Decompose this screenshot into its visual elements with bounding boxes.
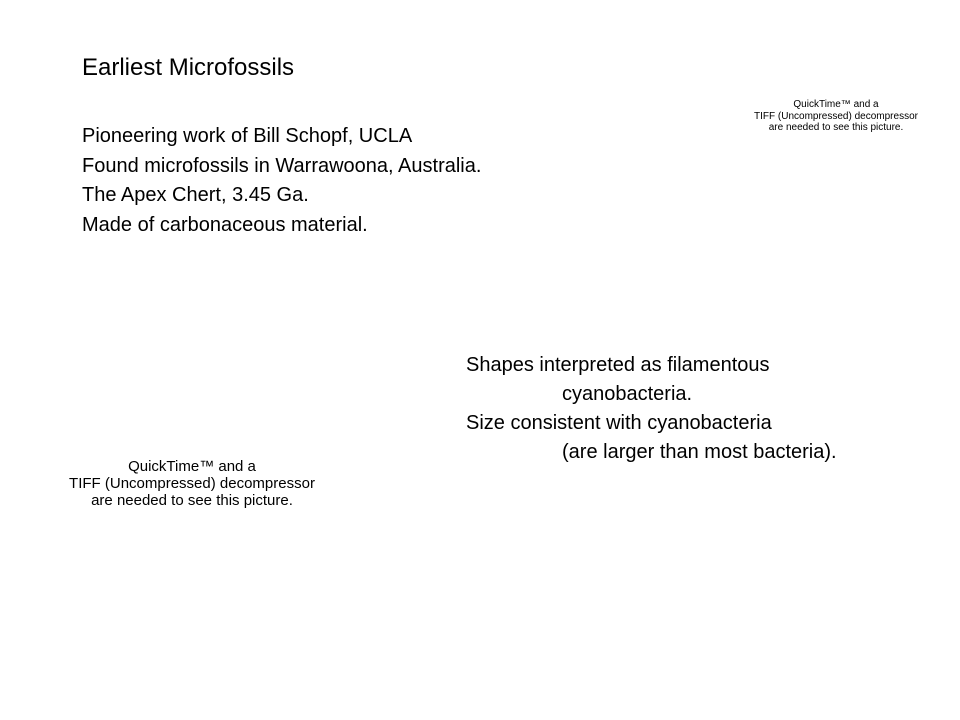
intro-line-warrawoona: Found microfossils in Warrawoona, Australia. (82, 154, 482, 177)
notes-text-block (466, 351, 837, 467)
note-line-size: Size consistent with cyanobacteria (466, 412, 772, 434)
note-line-cyanobacteria: cyanobacteria. (562, 383, 693, 405)
image-placeholder-bottom-left (52, 458, 332, 509)
placeholder-top-line-3: are needed to see this picture. (768, 122, 904, 133)
placeholder-left-line-2: TIFF (Uncompressed) decompressor (69, 475, 315, 492)
note-line-larger: (are larger than most bacteria). (562, 441, 837, 463)
slide-title: Earliest Microfossils (82, 54, 295, 81)
placeholder-left-line-3: are needed to see this picture. (91, 492, 293, 509)
placeholder-top-line-2: TIFF (Uncompressed) decompressor (754, 110, 918, 122)
intro-line-schopf: Pioneering work of Bill Schopf, UCLA (82, 125, 413, 147)
intro-text-block (82, 122, 481, 240)
image-placeholder-top-right (746, 99, 926, 134)
intro-line-carbonaceous: Made of carbonaceous material. (82, 213, 368, 236)
placeholder-top-line-1: QuickTime™ and a (793, 99, 879, 110)
intro-line-apex-chert: The Apex Chert, 3.45 Ga. (82, 184, 309, 206)
note-line-shapes: Shapes interpreted as filamentous (466, 354, 770, 376)
placeholder-left-line-1: QuickTime™ and a (128, 458, 256, 475)
